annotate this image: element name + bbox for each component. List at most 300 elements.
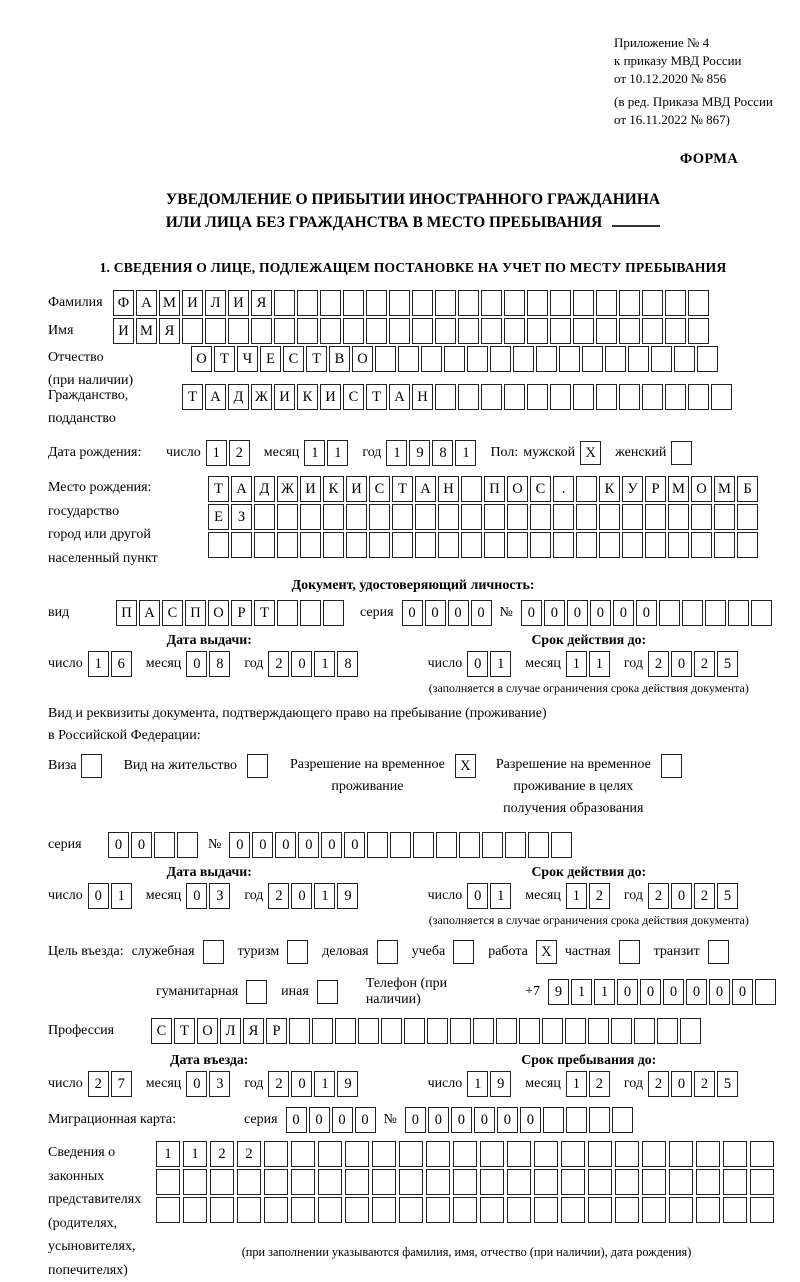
char-cell[interactable]: 0 [613, 600, 634, 626]
char-cell[interactable] [573, 318, 594, 344]
char-cell[interactable] [435, 384, 456, 410]
char-cell[interactable]: 0 [131, 832, 152, 858]
char-cell[interactable] [291, 1197, 315, 1223]
char-cell[interactable]: 0 [332, 1107, 353, 1133]
char-cell[interactable] [642, 384, 663, 410]
char-cell[interactable] [183, 1197, 207, 1223]
purpose-transit-checkbox[interactable] [708, 940, 729, 964]
char-cell[interactable] [527, 290, 548, 316]
char-cell[interactable] [688, 384, 709, 410]
char-cell[interactable] [576, 532, 597, 558]
char-cell[interactable]: А [415, 476, 436, 502]
char-cell[interactable]: 9 [490, 1071, 511, 1097]
char-cell[interactable] [723, 1141, 747, 1167]
char-cell[interactable]: 8 [209, 651, 230, 677]
char-cell[interactable]: И [274, 384, 295, 410]
char-cell[interactable] [399, 1141, 423, 1167]
char-cell[interactable]: 0 [108, 832, 129, 858]
char-cell[interactable] [399, 1197, 423, 1223]
char-cell[interactable]: Т [392, 476, 413, 502]
char-cell[interactable] [534, 1141, 558, 1167]
char-cell[interactable] [480, 1141, 504, 1167]
char-cell[interactable]: Д [228, 384, 249, 410]
char-cell[interactable]: 1 [566, 651, 587, 677]
char-cell[interactable]: 0 [291, 651, 312, 677]
char-cell[interactable] [634, 1018, 655, 1044]
char-cell[interactable] [737, 504, 758, 530]
char-cell[interactable] [674, 346, 695, 372]
char-cell[interactable]: 1 [314, 883, 335, 909]
char-cell[interactable] [435, 290, 456, 316]
purpose-tourism-checkbox[interactable] [287, 940, 308, 964]
char-cell[interactable] [318, 1169, 342, 1195]
char-cell[interactable]: З [231, 504, 252, 530]
char-cell[interactable]: О [208, 600, 229, 626]
char-cell[interactable] [480, 1169, 504, 1195]
char-cell[interactable]: 0 [521, 600, 542, 626]
char-cell[interactable]: Ч [237, 346, 258, 372]
char-cell[interactable]: 9 [548, 979, 569, 1005]
char-cell[interactable]: 6 [111, 651, 132, 677]
char-cell[interactable] [372, 1197, 396, 1223]
char-cell[interactable] [528, 832, 549, 858]
char-cell[interactable]: 5 [717, 651, 738, 677]
char-cell[interactable] [372, 1169, 396, 1195]
char-cell[interactable]: 1 [589, 651, 610, 677]
char-cell[interactable]: 1 [206, 440, 227, 466]
char-cell[interactable] [205, 318, 226, 344]
char-cell[interactable] [345, 1169, 369, 1195]
char-cell[interactable] [345, 1141, 369, 1167]
char-cell[interactable]: 1 [566, 883, 587, 909]
char-cell[interactable] [507, 532, 528, 558]
char-cell[interactable]: 0 [275, 832, 296, 858]
char-cell[interactable] [369, 532, 390, 558]
char-cell[interactable] [450, 1018, 471, 1044]
char-cell[interactable]: 3 [209, 1071, 230, 1097]
char-cell[interactable] [668, 532, 689, 558]
char-cell[interactable]: И [346, 476, 367, 502]
char-cell[interactable] [458, 318, 479, 344]
char-cell[interactable] [177, 832, 198, 858]
char-cell[interactable] [659, 600, 680, 626]
char-cell[interactable]: Н [412, 384, 433, 410]
char-cell[interactable]: П [185, 600, 206, 626]
char-cell[interactable]: К [297, 384, 318, 410]
char-cell[interactable] [504, 318, 525, 344]
char-cell[interactable]: 2 [648, 1071, 669, 1097]
char-cell[interactable]: 0 [520, 1107, 541, 1133]
char-cell[interactable]: 0 [640, 979, 661, 1005]
char-cell[interactable] [737, 532, 758, 558]
char-cell[interactable] [415, 504, 436, 530]
char-cell[interactable] [210, 1169, 234, 1195]
char-cell[interactable] [561, 1197, 585, 1223]
char-cell[interactable]: 2 [210, 1141, 234, 1167]
char-cell[interactable] [291, 1169, 315, 1195]
char-cell[interactable]: 1 [571, 979, 592, 1005]
char-cell[interactable] [619, 290, 640, 316]
char-cell[interactable] [461, 504, 482, 530]
char-cell[interactable]: 0 [671, 651, 692, 677]
char-cell[interactable]: Р [266, 1018, 287, 1044]
char-cell[interactable] [426, 1169, 450, 1195]
char-cell[interactable]: 0 [467, 651, 488, 677]
char-cell[interactable]: Т [208, 476, 229, 502]
char-cell[interactable]: К [323, 476, 344, 502]
char-cell[interactable]: 1 [566, 1071, 587, 1097]
char-cell[interactable] [527, 384, 548, 410]
char-cell[interactable] [467, 346, 488, 372]
char-cell[interactable] [412, 290, 433, 316]
char-cell[interactable]: Е [208, 504, 229, 530]
char-cell[interactable]: 0 [252, 832, 273, 858]
char-cell[interactable]: С [343, 384, 364, 410]
char-cell[interactable]: 9 [337, 1071, 358, 1097]
char-cell[interactable]: С [530, 476, 551, 502]
char-cell[interactable]: Т [174, 1018, 195, 1044]
char-cell[interactable]: 0 [344, 832, 365, 858]
char-cell[interactable] [728, 600, 749, 626]
char-cell[interactable] [251, 318, 272, 344]
char-cell[interactable] [561, 1141, 585, 1167]
char-cell[interactable]: Т [306, 346, 327, 372]
char-cell[interactable]: 0 [451, 1107, 472, 1133]
char-cell[interactable] [750, 1169, 774, 1195]
purpose-other-checkbox[interactable] [317, 980, 338, 1004]
char-cell[interactable] [705, 600, 726, 626]
char-cell[interactable] [274, 318, 295, 344]
char-cell[interactable] [507, 1141, 531, 1167]
char-cell[interactable]: 0 [88, 883, 109, 909]
char-cell[interactable]: М [136, 318, 157, 344]
char-cell[interactable]: Р [231, 600, 252, 626]
char-cell[interactable] [550, 290, 571, 316]
char-cell[interactable] [527, 318, 548, 344]
char-cell[interactable] [473, 1018, 494, 1044]
char-cell[interactable] [404, 1018, 425, 1044]
char-cell[interactable] [696, 1197, 720, 1223]
char-cell[interactable] [438, 532, 459, 558]
char-cell[interactable] [576, 476, 597, 502]
char-cell[interactable]: 0 [663, 979, 684, 1005]
char-cell[interactable]: 9 [409, 440, 430, 466]
char-cell[interactable]: Т [254, 600, 275, 626]
char-cell[interactable]: 0 [567, 600, 588, 626]
char-cell[interactable] [254, 504, 275, 530]
char-cell[interactable] [156, 1169, 180, 1195]
char-cell[interactable] [622, 532, 643, 558]
char-cell[interactable]: 2 [268, 1071, 289, 1097]
char-cell[interactable] [318, 1197, 342, 1223]
char-cell[interactable] [300, 532, 321, 558]
char-cell[interactable] [254, 532, 275, 558]
char-cell[interactable]: 0 [402, 600, 423, 626]
char-cell[interactable] [297, 318, 318, 344]
char-cell[interactable] [615, 1141, 639, 1167]
char-cell[interactable] [318, 1141, 342, 1167]
char-cell[interactable] [490, 346, 511, 372]
char-cell[interactable] [291, 1141, 315, 1167]
char-cell[interactable]: 1 [327, 440, 348, 466]
option-residence-permit-checkbox[interactable] [247, 754, 268, 778]
char-cell[interactable] [536, 346, 557, 372]
char-cell[interactable] [645, 504, 666, 530]
char-cell[interactable] [615, 1169, 639, 1195]
char-cell[interactable]: С [151, 1018, 172, 1044]
char-cell[interactable] [691, 532, 712, 558]
char-cell[interactable]: 8 [337, 651, 358, 677]
purpose-official-checkbox[interactable] [203, 940, 224, 964]
char-cell[interactable] [507, 1169, 531, 1195]
char-cell[interactable] [534, 1197, 558, 1223]
char-cell[interactable] [323, 504, 344, 530]
char-cell[interactable]: 2 [268, 883, 289, 909]
char-cell[interactable] [427, 1018, 448, 1044]
char-cell[interactable] [750, 1141, 774, 1167]
char-cell[interactable]: О [691, 476, 712, 502]
char-cell[interactable]: 0 [405, 1107, 426, 1133]
char-cell[interactable] [375, 346, 396, 372]
purpose-business-checkbox[interactable] [377, 940, 398, 964]
char-cell[interactable]: Н [438, 476, 459, 502]
char-cell[interactable]: Л [220, 1018, 241, 1044]
char-cell[interactable] [711, 384, 732, 410]
char-cell[interactable]: 0 [686, 979, 707, 1005]
char-cell[interactable] [264, 1169, 288, 1195]
char-cell[interactable]: 0 [286, 1107, 307, 1133]
char-cell[interactable]: 0 [544, 600, 565, 626]
char-cell[interactable]: О [507, 476, 528, 502]
char-cell[interactable] [573, 384, 594, 410]
char-cell[interactable] [750, 1197, 774, 1223]
char-cell[interactable]: 0 [671, 883, 692, 909]
char-cell[interactable]: 2 [694, 651, 715, 677]
char-cell[interactable]: 1 [111, 883, 132, 909]
char-cell[interactable] [755, 979, 776, 1005]
char-cell[interactable] [231, 532, 252, 558]
char-cell[interactable] [461, 476, 482, 502]
char-cell[interactable]: У [622, 476, 643, 502]
char-cell[interactable] [505, 832, 526, 858]
char-cell[interactable]: Д [254, 476, 275, 502]
char-cell[interactable] [277, 504, 298, 530]
char-cell[interactable] [696, 1169, 720, 1195]
char-cell[interactable] [210, 1197, 234, 1223]
option-temp-residence-edu-checkbox[interactable] [661, 754, 682, 778]
sex-female-checkbox[interactable] [671, 441, 692, 465]
char-cell[interactable] [480, 1197, 504, 1223]
char-cell[interactable]: А [231, 476, 252, 502]
char-cell[interactable] [228, 318, 249, 344]
char-cell[interactable] [392, 504, 413, 530]
char-cell[interactable]: И [113, 318, 134, 344]
char-cell[interactable]: 2 [589, 883, 610, 909]
char-cell[interactable]: 1 [156, 1141, 180, 1167]
char-cell[interactable] [323, 600, 344, 626]
option-temp-residence-checkbox[interactable]: X [455, 754, 476, 778]
char-cell[interactable] [559, 346, 580, 372]
char-cell[interactable]: 2 [88, 1071, 109, 1097]
char-cell[interactable]: Ж [277, 476, 298, 502]
char-cell[interactable] [481, 384, 502, 410]
char-cell[interactable] [343, 290, 364, 316]
char-cell[interactable]: 0 [291, 883, 312, 909]
char-cell[interactable] [622, 504, 643, 530]
char-cell[interactable]: 0 [291, 1071, 312, 1097]
char-cell[interactable] [277, 532, 298, 558]
char-cell[interactable]: 0 [709, 979, 730, 1005]
char-cell[interactable] [444, 346, 465, 372]
char-cell[interactable] [389, 318, 410, 344]
char-cell[interactable] [665, 384, 686, 410]
char-cell[interactable] [389, 290, 410, 316]
char-cell[interactable] [751, 600, 772, 626]
char-cell[interactable]: В [329, 346, 350, 372]
char-cell[interactable] [642, 290, 663, 316]
char-cell[interactable] [596, 318, 617, 344]
char-cell[interactable]: 1 [490, 651, 511, 677]
char-cell[interactable] [482, 832, 503, 858]
char-cell[interactable] [696, 1141, 720, 1167]
char-cell[interactable]: 0 [229, 832, 250, 858]
char-cell[interactable]: 0 [590, 600, 611, 626]
char-cell[interactable]: 1 [304, 440, 325, 466]
char-cell[interactable]: 2 [648, 651, 669, 677]
char-cell[interactable] [680, 1018, 701, 1044]
option-visa-checkbox[interactable] [81, 754, 102, 778]
char-cell[interactable] [504, 384, 525, 410]
char-cell[interactable] [605, 346, 626, 372]
char-cell[interactable]: 9 [337, 883, 358, 909]
char-cell[interactable]: 1 [183, 1141, 207, 1167]
char-cell[interactable]: И [300, 476, 321, 502]
char-cell[interactable] [366, 290, 387, 316]
char-cell[interactable] [156, 1197, 180, 1223]
char-cell[interactable]: 0 [467, 883, 488, 909]
char-cell[interactable] [550, 318, 571, 344]
char-cell[interactable] [297, 290, 318, 316]
char-cell[interactable]: Я [251, 290, 272, 316]
char-cell[interactable]: О [352, 346, 373, 372]
char-cell[interactable]: 2 [229, 440, 250, 466]
char-cell[interactable] [645, 532, 666, 558]
char-cell[interactable] [412, 318, 433, 344]
char-cell[interactable] [367, 832, 388, 858]
char-cell[interactable] [668, 504, 689, 530]
char-cell[interactable]: 0 [732, 979, 753, 1005]
char-cell[interactable] [312, 1018, 333, 1044]
char-cell[interactable]: 0 [617, 979, 638, 1005]
char-cell[interactable] [381, 1018, 402, 1044]
char-cell[interactable] [421, 346, 442, 372]
char-cell[interactable]: И [228, 290, 249, 316]
char-cell[interactable] [561, 1169, 585, 1195]
char-cell[interactable] [550, 384, 571, 410]
char-cell[interactable] [436, 832, 457, 858]
char-cell[interactable]: Б [737, 476, 758, 502]
char-cell[interactable] [642, 1197, 666, 1223]
char-cell[interactable]: 1 [594, 979, 615, 1005]
char-cell[interactable] [320, 318, 341, 344]
char-cell[interactable]: А [389, 384, 410, 410]
char-cell[interactable]: 1 [455, 440, 476, 466]
char-cell[interactable]: Т [214, 346, 235, 372]
purpose-work-checkbox[interactable]: X [536, 940, 557, 964]
char-cell[interactable] [642, 1141, 666, 1167]
char-cell[interactable]: 1 [314, 1071, 335, 1097]
char-cell[interactable]: А [136, 290, 157, 316]
char-cell[interactable]: М [714, 476, 735, 502]
char-cell[interactable] [453, 1141, 477, 1167]
char-cell[interactable] [723, 1169, 747, 1195]
char-cell[interactable] [612, 1107, 633, 1133]
char-cell[interactable]: М [159, 290, 180, 316]
char-cell[interactable] [345, 1197, 369, 1223]
char-cell[interactable] [481, 290, 502, 316]
char-cell[interactable] [651, 346, 672, 372]
char-cell[interactable]: А [205, 384, 226, 410]
char-cell[interactable] [682, 600, 703, 626]
char-cell[interactable] [346, 504, 367, 530]
char-cell[interactable] [611, 1018, 632, 1044]
char-cell[interactable]: 0 [474, 1107, 495, 1133]
char-cell[interactable] [484, 532, 505, 558]
char-cell[interactable]: Р [645, 476, 666, 502]
purpose-humanitarian-checkbox[interactable] [246, 980, 267, 1004]
char-cell[interactable] [426, 1197, 450, 1223]
char-cell[interactable] [589, 1107, 610, 1133]
char-cell[interactable] [596, 384, 617, 410]
char-cell[interactable] [691, 504, 712, 530]
char-cell[interactable] [413, 832, 434, 858]
char-cell[interactable] [619, 384, 640, 410]
char-cell[interactable]: О [197, 1018, 218, 1044]
char-cell[interactable]: Ж [251, 384, 272, 410]
char-cell[interactable]: 1 [386, 440, 407, 466]
char-cell[interactable] [458, 290, 479, 316]
char-cell[interactable] [289, 1018, 310, 1044]
char-cell[interactable]: 0 [186, 651, 207, 677]
char-cell[interactable] [358, 1018, 379, 1044]
char-cell[interactable] [665, 318, 686, 344]
char-cell[interactable] [628, 346, 649, 372]
char-cell[interactable] [366, 318, 387, 344]
char-cell[interactable] [320, 290, 341, 316]
char-cell[interactable] [565, 1018, 586, 1044]
char-cell[interactable] [599, 504, 620, 530]
char-cell[interactable]: И [182, 290, 203, 316]
char-cell[interactable] [300, 504, 321, 530]
char-cell[interactable] [154, 832, 175, 858]
char-cell[interactable]: К [599, 476, 620, 502]
char-cell[interactable] [723, 1197, 747, 1223]
char-cell[interactable] [504, 290, 525, 316]
char-cell[interactable] [530, 504, 551, 530]
char-cell[interactable]: 0 [636, 600, 657, 626]
char-cell[interactable] [481, 318, 502, 344]
char-cell[interactable] [543, 1107, 564, 1133]
char-cell[interactable]: С [283, 346, 304, 372]
char-cell[interactable]: 0 [186, 1071, 207, 1097]
char-cell[interactable] [415, 532, 436, 558]
char-cell[interactable] [183, 1169, 207, 1195]
char-cell[interactable]: 2 [589, 1071, 610, 1097]
char-cell[interactable]: 0 [671, 1071, 692, 1097]
char-cell[interactable]: И [320, 384, 341, 410]
char-cell[interactable] [530, 532, 551, 558]
char-cell[interactable] [300, 600, 321, 626]
